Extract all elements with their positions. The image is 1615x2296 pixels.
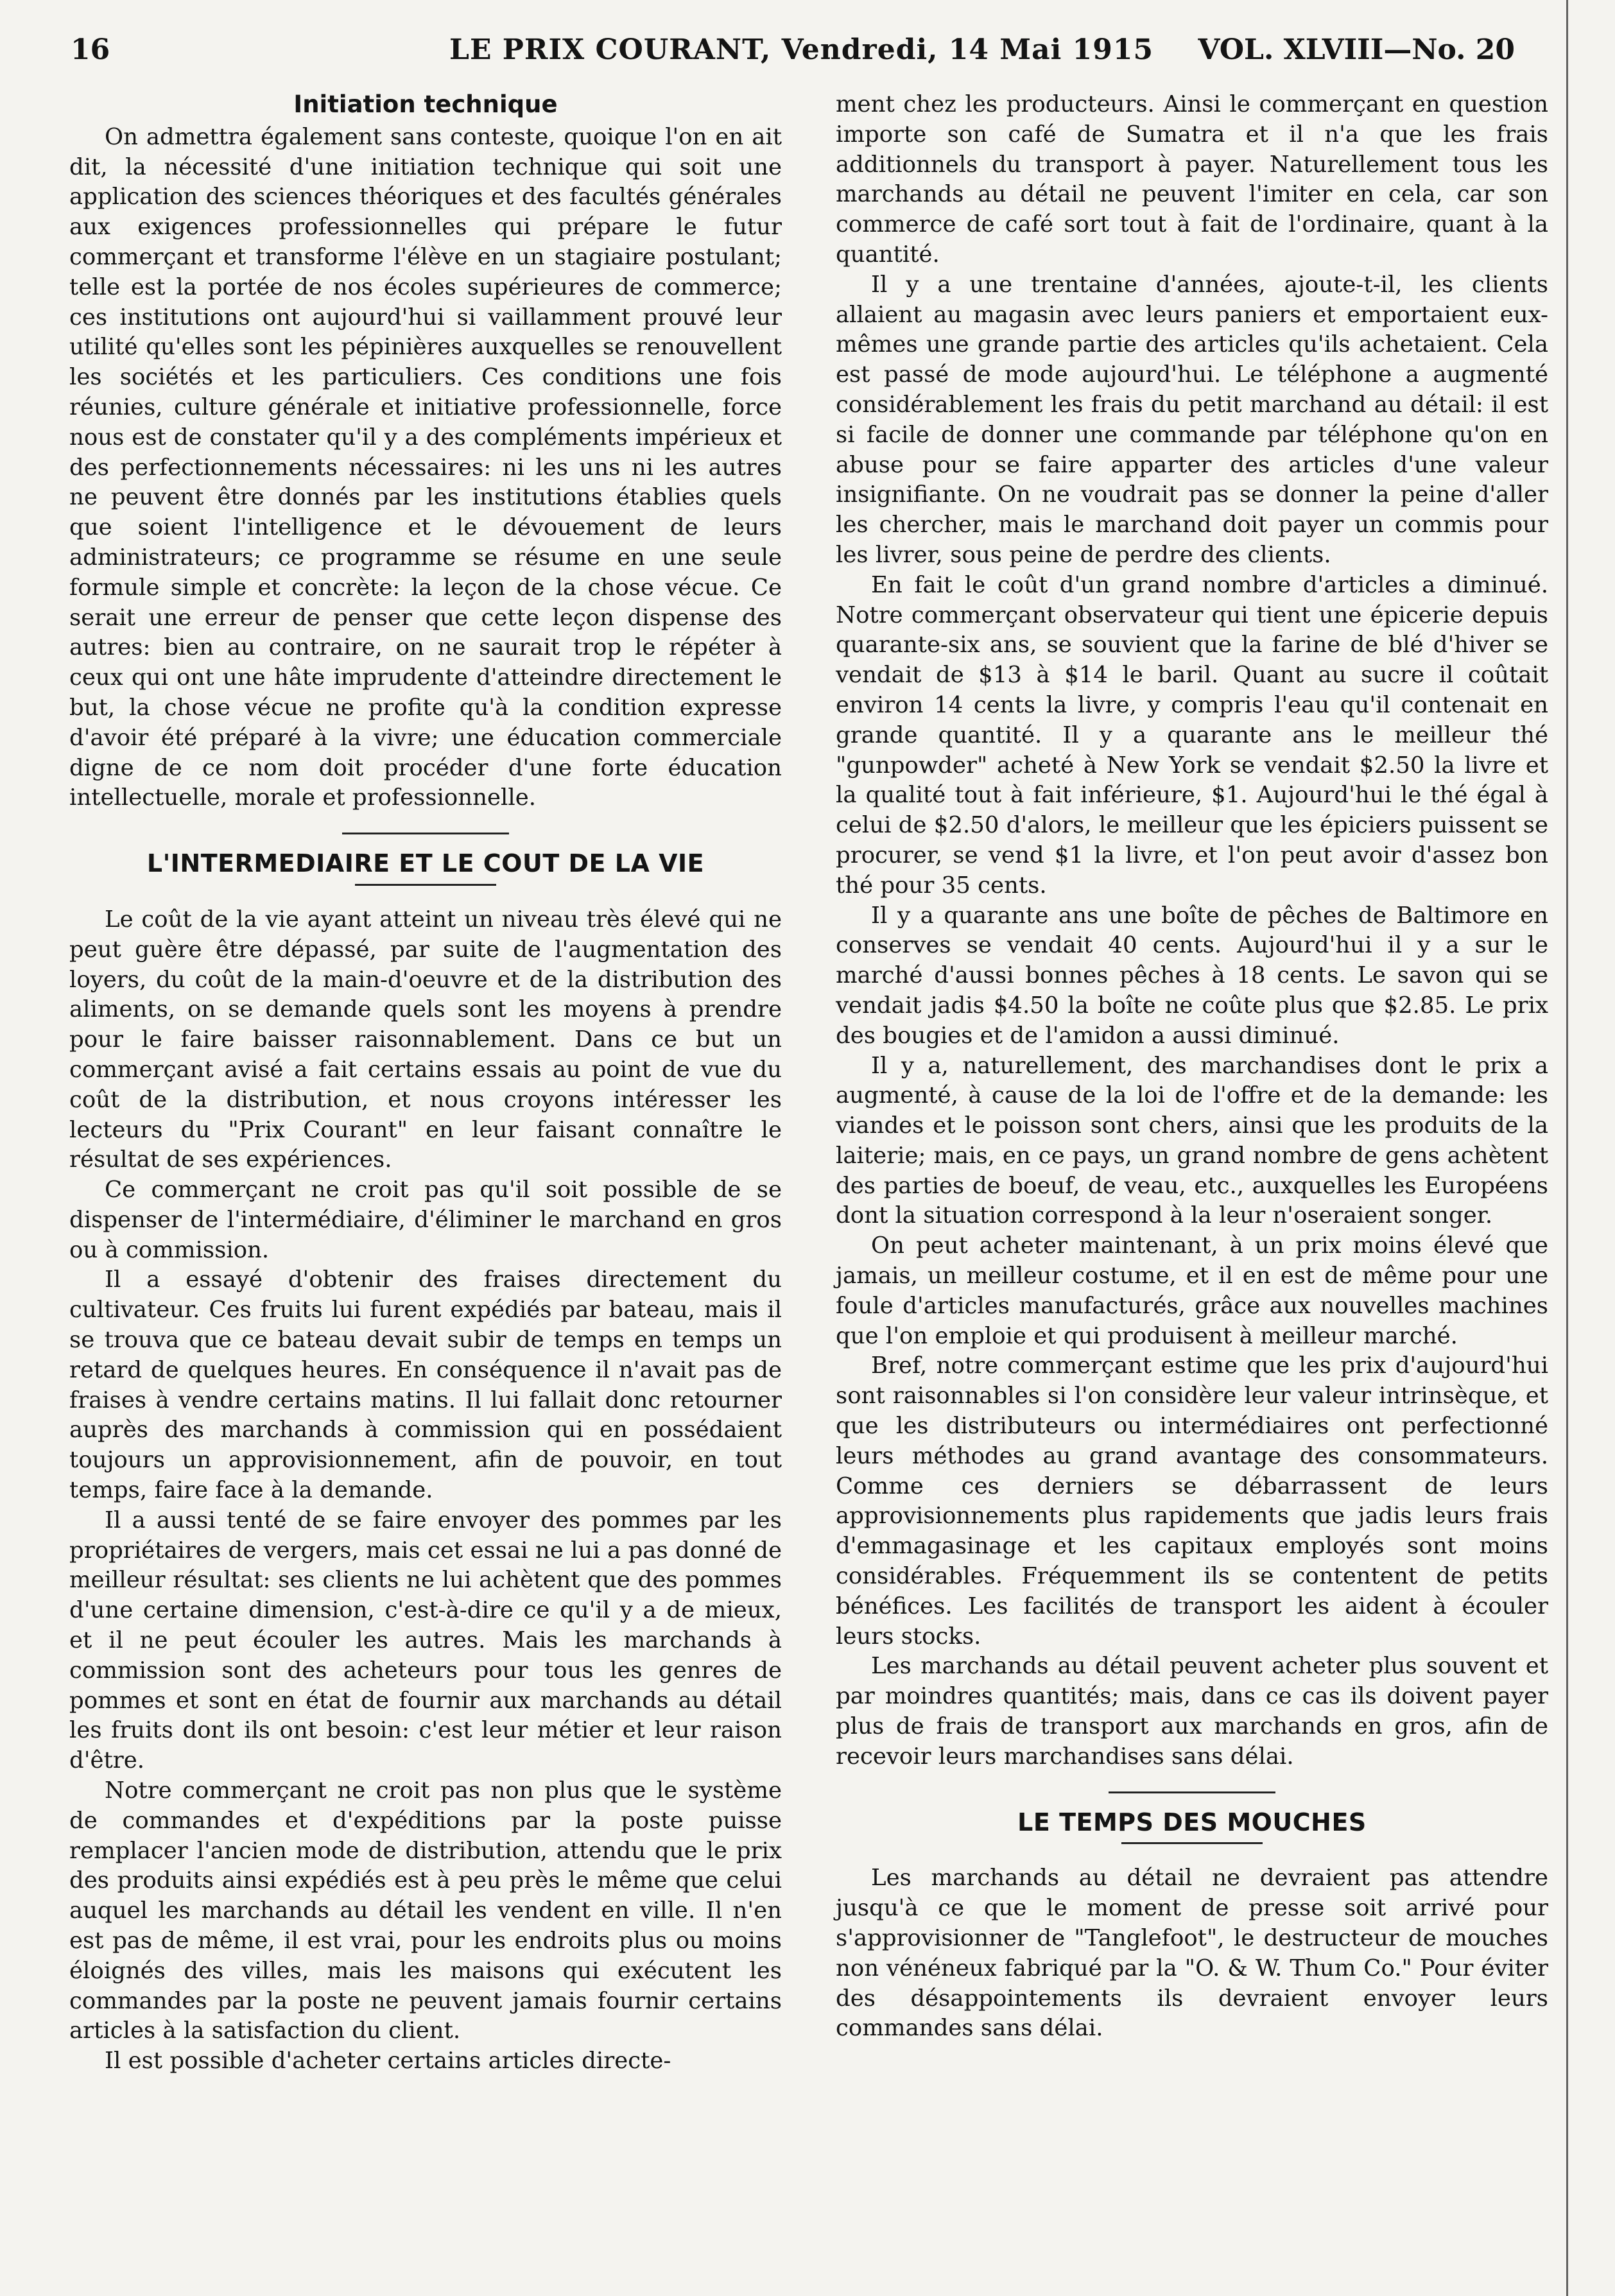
subhead-initiation-technique: Initiation technique	[293, 91, 558, 118]
paragraph: Notre commerçant ne croit pas non plus que le système de commandes et d'expéditions par la poste puisse remplacer l'ancien mode de distribution, attendu que le prix des produits ainsi expédiés est à peu près le même que celui auquel les marchands au détail les vendent en ville. Il n'en est pas de même, il est vrai, pour les endroits plus ou moins éloignés des villes, mais les maisons qui exécutent les commandes par la poste ne peuvent jamais fournir certains articles à la satisfaction du client.	[69, 1777, 782, 2044]
paragraph: On admettra également sans conteste, quoique l'on en ait dit, la nécessité d'une initiation technique qui soit une application des sciences théoriques et des facultés générales aux exigences professionnelles qui prépare le futur commerçant et transforme l'élève en un stagiaire postulant; telle est la portée de nos écoles supérieures de commerce; ces institutions ont aujourd'hui si vaillamment prouvé leur utilité qu'elles sont les pépinières auxquelles se renouvellent les sociétés et les particuliers. Ces conditions une fois réunies, culture générale et initiative professionnelle, force nous est de constater qu'il y a des compléments impérieux et des perfectionnements nécessaires: ni les uns ni les autres ne peuvent être donnés par les institutions établies quels que soient l'intelligence et le dévouement de leurs administrateurs; ce programme se résume en une seule formule simple et concrète: la leçon de la chose vécue. Ce serait une erreur de penser que cette leçon dispense des autres: bien au contraire, on ne saurait trop le répéter à ceux qui ont une hâte imprudente d'atteindre directement le but, la chose vécue ne profite qu'à la condition expresse d'avoir été préparé à la vivre; une éducation commerciale digne de ce nom doit procéder d'une forte éducation intellectuelle, morale et professionnelle.	[69, 123, 782, 811]
page-edge-line	[1566, 0, 1568, 2296]
article-title-temps-des-mouches: LE TEMPS DES MOUCHES	[1017, 1808, 1367, 1836]
paragraph: Le coût de la vie ayant atteint un niveau très élevé qui ne peut guère être dépassé, par suite de l'augmentation des loyers, du coût de la main-d'oeuvre et de la distribution des aliments, on se demande quels sont les moyens à prendre pour le faire baisser raisonnablement. Dans ce but un commerçant avisé a fait certains essais au point de vue du coût de la distribution, et nous croyons intéresser les lecteurs du "Prix Courant" en leur faisant connaître le résultat de ses expériences.	[69, 906, 782, 1173]
paragraph: On peut acheter maintenant, à un prix moins élevé que jamais, un meilleur costume, et il en est de même pour une foule d'articles manufacturés, grâce aux nouvelles machines que l'on emploie et qui produisent à meilleur marché.	[836, 1232, 1548, 1349]
paragraph: Les marchands au détail peuvent acheter plus souvent et par moindres quantités; mais, dans ce cas ils doivent payer plus de frais de transport aux marchands en gros, afin de recevoir leurs marchandises sans délai.	[836, 1653, 1548, 1770]
paragraph-continued: ment chez les producteurs. Ainsi le commerçant en question importe son café de Sumatra et il n'a que les frais additionnels du transport à payer. Naturellement tous les marchands au détail ne peuvent l'imiter en cela, car son commerce de café sort tout à fait de l'ordinaire, quant à la quantité.	[836, 91, 1548, 268]
paragraph: Les marchands au détail ne devraient pas attendre jusqu'à ce que le moment de presse soit arrivé pour s'approvisionner de "Tanglefoot", le destructeur de mouches non vénéneux fabriqué par la "O. & W. Thum Co." Pour éviter des désappointements ils devraient envoyer leurs commandes sans délai.	[836, 1865, 1548, 2042]
volume-number: VOL. XLVIII—No. 20	[1198, 33, 1515, 66]
paragraph: Il a aussi tenté de se faire envoyer des pommes par les propriétaires de vergers, mais cet essai ne lui a pas donné de meilleur résultat: ses clients ne lui achètent que des pommes d'une certaine dimension, c'est-à-dire ce qu'il y a de mieux, et il ne peut écouler les autres. Mais les marchands à commission sont des acheteurs pour tous les genres de pommes et sont en état de fournir aux marchands au détail les fruits dont ils ont besoin: c'est leur métier et leur raison d'être.	[69, 1506, 782, 1774]
paragraph: Il y a, naturellement, des marchandises dont le prix a augmenté, à cause de la loi de l'offre et de la demande: les viandes et le poisson sont chers, ainsi que les produits de la laiterie; mais, en ce pays, un grand nombre de gens achètent des parties de boeuf, de veau, etc., auxquelles les Européens dont la situation correspond à la leur n'oseraient songer.	[836, 1052, 1548, 1229]
paragraph: Ce commerçant ne croit pas qu'il soit possible de se dispenser de l'intermédiaire, d'éliminer le marchand en gros ou à commission.	[69, 1177, 782, 1263]
paragraph: En fait le coût d'un grand nombre d'articles a diminué. Notre commerçant observateur qui tient une épicerie depuis quarante-six ans, se souvient que la farine de blé d'hiver se vendait de $13 à $14 le baril. Quant au sucre il coûtait environ 14 cents la livre, y compris l'eau qu'il contenait en grande quantité. Il y a quarante ans le meilleur thé "gunpowder" acheté à New York se vendait $2.50 la livre et la qualité tout à fait inférieure, $1. Aujourd'hui le thé égal à celui de $2.50 d'alors, le meilleur que les épiciers puissent se procurer, se vend $1 la livre, et l'on peut avoir d'assez bon thé pour 35 cents.	[836, 571, 1548, 899]
paragraph: Il y a quarante ans une boîte de pêches de Baltimore en conserves se vendait 40 cents. Aujourd'hui il y a sur le marché d'aussi bonnes pêches à 18 cents. Le savon qui se vendait jadis $4.50 la boîte ne coûte plus que $2.85. Le prix des bougies et de l'amidon a aussi diminué.	[836, 902, 1548, 1049]
page-header	[71, 33, 1515, 78]
paragraph: Il est possible d'acheter certains articles directe-	[105, 2048, 671, 2075]
title-underline	[355, 884, 496, 886]
paragraph: Il a essayé d'obtenir des fraises directement du cultivateur. Ces fruits lui furent expédiés par bateau, mais il se trouva que ce bateau devait subir de temps en temps un retard de quelques heures. En conséquence il n'avait pas de fraises à vendre certains matins. Il lui fallait donc retourner auprès des marchands à commission qui en possédaient toujours un approvisionnement, afin de pouvoir, en tout temps, faire face à la demande.	[69, 1266, 782, 1504]
section-divider	[1109, 1791, 1275, 1793]
section-divider	[342, 833, 509, 834]
left-column	[69, 90, 782, 2076]
publication-title: LE PRIX COURANT, Vendredi, 14 Mai 1915	[449, 33, 1154, 66]
paragraph: Bref, notre commerçant estime que les prix d'aujourd'hui sont raisonnables si l'on considère leur valeur intrinsèque, et que les distributeurs ou intermédiaires ont perfectionné leurs méthodes au grand avantage des consommateurs. Comme ces derniers se débarrassent de leurs approvisionnements plus rapidements que jadis leurs frais d'emmagasinage et les capitaux employés sont moins considérables. Fréquemment ils se contentent de petits bénéfices. Les facilités de transport les aident à écouler leurs stocks.	[836, 1352, 1548, 1650]
title-underline	[1121, 1842, 1263, 1844]
paragraph: Il y a une trentaine d'années, ajoute-t-il, les clients allaient au magasin avec leurs paniers et emportaient eux-mêmes une grande partie des articles qu'ils achetaient. Cela est passé de mode aujourd'hui. Le téléphone a augmenté considérablement les frais du petit marchand au détail: il est si facile de donner une commande par téléphone qu'on en abuse pour se faire apparter des articles d'une valeur insignifiante. On ne voudrait pas se donner la peine d'aller les chercher, mais le marchand doit payer un commis pour les livrer, sous peine de perdre des clients.	[836, 271, 1548, 568]
article-title-intermediaire: L'INTERMEDIAIRE ET LE COUT DE LA VIE	[146, 849, 705, 878]
right-column	[836, 90, 1548, 2044]
page-number: 16	[71, 33, 110, 66]
